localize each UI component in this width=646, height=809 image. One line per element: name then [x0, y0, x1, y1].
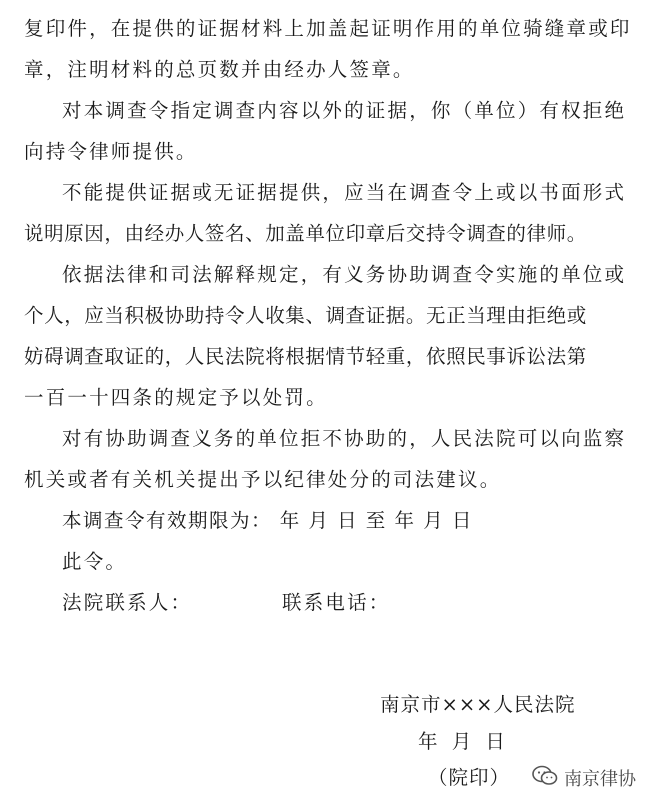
phone-label: 联系电话：: [282, 591, 391, 614]
paragraph-4-line-3: 妨碍调查取证的，人民法院将根据情节轻重，依照民事诉讼法第: [24, 345, 587, 368]
watermark: [532, 763, 636, 793]
paragraph-2-line-2: 向持令律师提供。: [24, 140, 198, 163]
court-name: 南京市×××人民法院: [380, 693, 576, 716]
paragraph-5-line-1: 对有协助调查义务的单位拒不协助的，人民法院可以向监察: [62, 427, 627, 450]
paragraph-1-line-1: 复印件，在提供的证据材料上加盖起证明作用的单位骑缝章或印: [24, 17, 632, 40]
paragraph-3-line-1: 不能提供证据或无证据提供，应当在调查令上或以书面形式: [62, 181, 627, 204]
paragraph-2-line-1: 对本调查令指定调查内容以外的证据，你（单位）有权拒绝: [62, 99, 627, 122]
watermark-text: 南京律协: [564, 769, 636, 790]
court-contact-label: 法院联系人：: [62, 591, 193, 614]
paragraph-3-line-2: 说明原因，由经办人签名、加盖单位印章后交持令调查的律师。: [24, 222, 587, 245]
paragraph-4-line-4: 一百一十四条的规定予以处罚。: [24, 386, 328, 409]
validity-period: 本调查令有效期限为： 年 月 日 至 年 月 日: [62, 509, 473, 532]
paragraph-5-line-2: 机关或者有关机关提出予以纪律处分的司法建议。: [24, 468, 502, 491]
signature-date: 年 月 日: [418, 730, 509, 753]
paragraph-1-line-2: 章，注明材料的总页数并由经办人签章。: [24, 58, 415, 81]
closing-statement: 此令。: [62, 550, 128, 573]
court-seal: （院印）: [428, 766, 511, 789]
wechat-icon: [532, 765, 564, 792]
paragraph-4-line-1: 依据法律和司法解释规定，有义务协助调查令实施的单位或: [62, 263, 627, 286]
paragraph-4-line-2: 个人，应当积极协助持令人收集、调查证据。无正当理由拒绝或: [24, 304, 587, 327]
